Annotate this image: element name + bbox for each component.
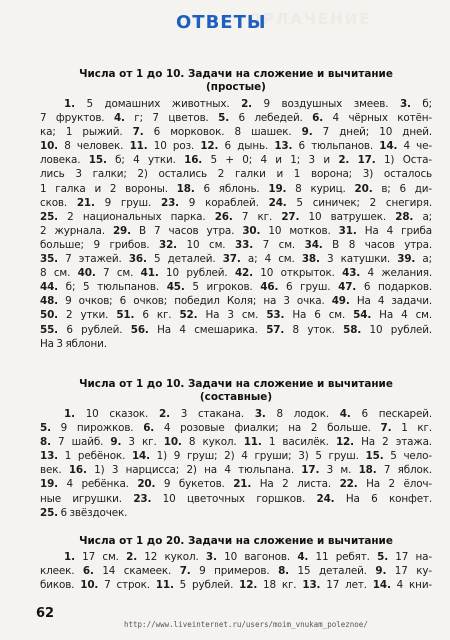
answer-line: 25. 6 звёздочек.	[40, 506, 128, 519]
answer-line: 1. 17 см. 2. 12 кукол. 3. 10 вагонов. 4. 11 ребят. 5. 17 на-	[64, 551, 432, 563]
answer-line: сков. 21. 9 груш. 23. 9 кораблей. 24. 5 синичек; 2 снегиря.	[40, 196, 432, 209]
answer-line: клеек. 6. 14 скамеек. 7. 9 примеров. 8. 15 деталей. 9. 17 ку-	[40, 565, 432, 578]
answer-line: ловека. 15. б; 4 утки. 16. 5 + 0; 4 и 1; 3 и 2. 17. 1) Оста-	[40, 154, 432, 167]
answer-line: 48. 9 очков; 6 очков; победил Коля; на 3 очка. 49. На 4 задачи.	[40, 295, 432, 308]
answer-line: биков. 10. 7 строк. 11. 5 рублей. 12. 18 кг. 13. 17 лет. 14. 4 кни-	[40, 579, 433, 592]
answer-line: 1. 5 домашних животных. 2. 9 воздушных змеев. 3. б;	[64, 98, 433, 110]
answer-line: 25. 2 национальных парка. 26. 7 кг. 27. 10 ватрушек. 28. а;	[40, 210, 433, 223]
answer-line: 10. 8 человек. 11. 10 роз. 12. 6 дынь. 13. 6 тюльпанов. 14. 4 че-	[40, 140, 433, 153]
answer-line: 19. 4 ребёнка. 20. 9 букетов. 21. На 2 листа. 22. На 2 ёлоч-	[40, 478, 433, 491]
section-title-line: Числа от 1 до 20. Задачи на сложение и вычитание	[79, 535, 393, 547]
answer-line: 8. 7 шайб. 9. 3 кг. 10. 8 кукол. 11. 1 василёк. 12. На 2 этажа.	[40, 436, 432, 449]
answer-line: 13. 1 ребёнок. 14. 1) 9 груш; 2) 4 груши; 3) 5 груш. 15. 5 чело-	[40, 450, 432, 463]
answer-line: 44. б; 5 тюльпанов. 45. 5 игроков. 46. 6 груш. 47. 6 подарков.	[40, 281, 433, 294]
answer-line: 2 журнала. 29. В 7 часов утра. 30. 10 мотков. 31. На 4 гриба	[40, 224, 432, 237]
page-title: ОТВЕТЫ	[176, 12, 267, 33]
answer-line: 35. 7 этажей. 36. 5 деталей. 37. а; 4 см. 38. 3 катушки. 39. а;	[40, 253, 432, 266]
page-number: 62	[36, 606, 55, 621]
section-title	[40, 535, 432, 548]
section-subtitle: (простые)	[206, 81, 266, 93]
ghost-heading: ОРЛАЧЕНИЕ	[248, 10, 372, 28]
section-body	[40, 407, 432, 520]
section-body	[40, 97, 432, 351]
section-title-line: Числа от 1 до 10. Задачи на сложение и вычитание	[79, 68, 393, 80]
watermark-url: http://www.liveinternet.ru/users/moim_vnukam_poleznoe/	[124, 620, 368, 629]
answer-line: 1 галка и 2 вороны. 18. 6 яблонь. 19. 8 куриц. 20. в; 6 ди-	[40, 182, 432, 195]
answer-line: 7 фруктов. 4. г; 7 цветов. 5. 6 лебедей. 6. 4 чёрных котён-	[40, 112, 433, 125]
answer-line: ка; 1 рыжий. 7. 6 морковок. 8 шашек. 9. 7 дней; 10 дней.	[40, 126, 432, 139]
answer-line: 50. 2 утки. 51. 6 кг. 52. На 3 см. 53. На 6 см. 54. На 4 см.	[40, 309, 432, 322]
answer-line: ные игрушки. 23. 10 цветочных горшков. 24. На 6 конфет.	[40, 492, 432, 505]
answer-line: больше; 9 грибов. 32. 10 см. 33. 7 см. 34. В 8 часов утра.	[40, 238, 432, 251]
section-body	[40, 550, 432, 592]
answer-line: 8 см. 40. 7 см. 41. 10 рублей. 42. 10 открыток. 43. 4 желания.	[40, 267, 432, 280]
answer-line: 55. 6 рублей. 56. На 4 смешарика. 57. 8 уток. 58. 10 рублей.	[40, 323, 432, 336]
section-title-line: Числа от 1 до 10. Задачи на сложение и вычитание	[79, 378, 393, 390]
answer-line: 5. 9 пирожков. 6. 4 розовые фиалки; на 2 больше. 7. 1 кг.	[40, 422, 433, 435]
section-subtitle: (составные)	[199, 391, 273, 403]
answer-line: век. 16. 1) 3 нарцисса; 2) на 4 тюльпана. 17. 3 м. 18. 7 яблок.	[40, 464, 432, 477]
section-title	[40, 68, 432, 94]
answer-line: 1. 10 сказок. 2. 3 стакана. 3. 8 лодок. 4. 6 пескарей.	[64, 408, 432, 420]
answer-line: лись 3 галки; 2) остались 2 галки и 1 ворона; 3) осталось	[40, 168, 432, 181]
answer-line: На 3 яблони.	[40, 337, 107, 350]
section-title	[40, 378, 432, 404]
